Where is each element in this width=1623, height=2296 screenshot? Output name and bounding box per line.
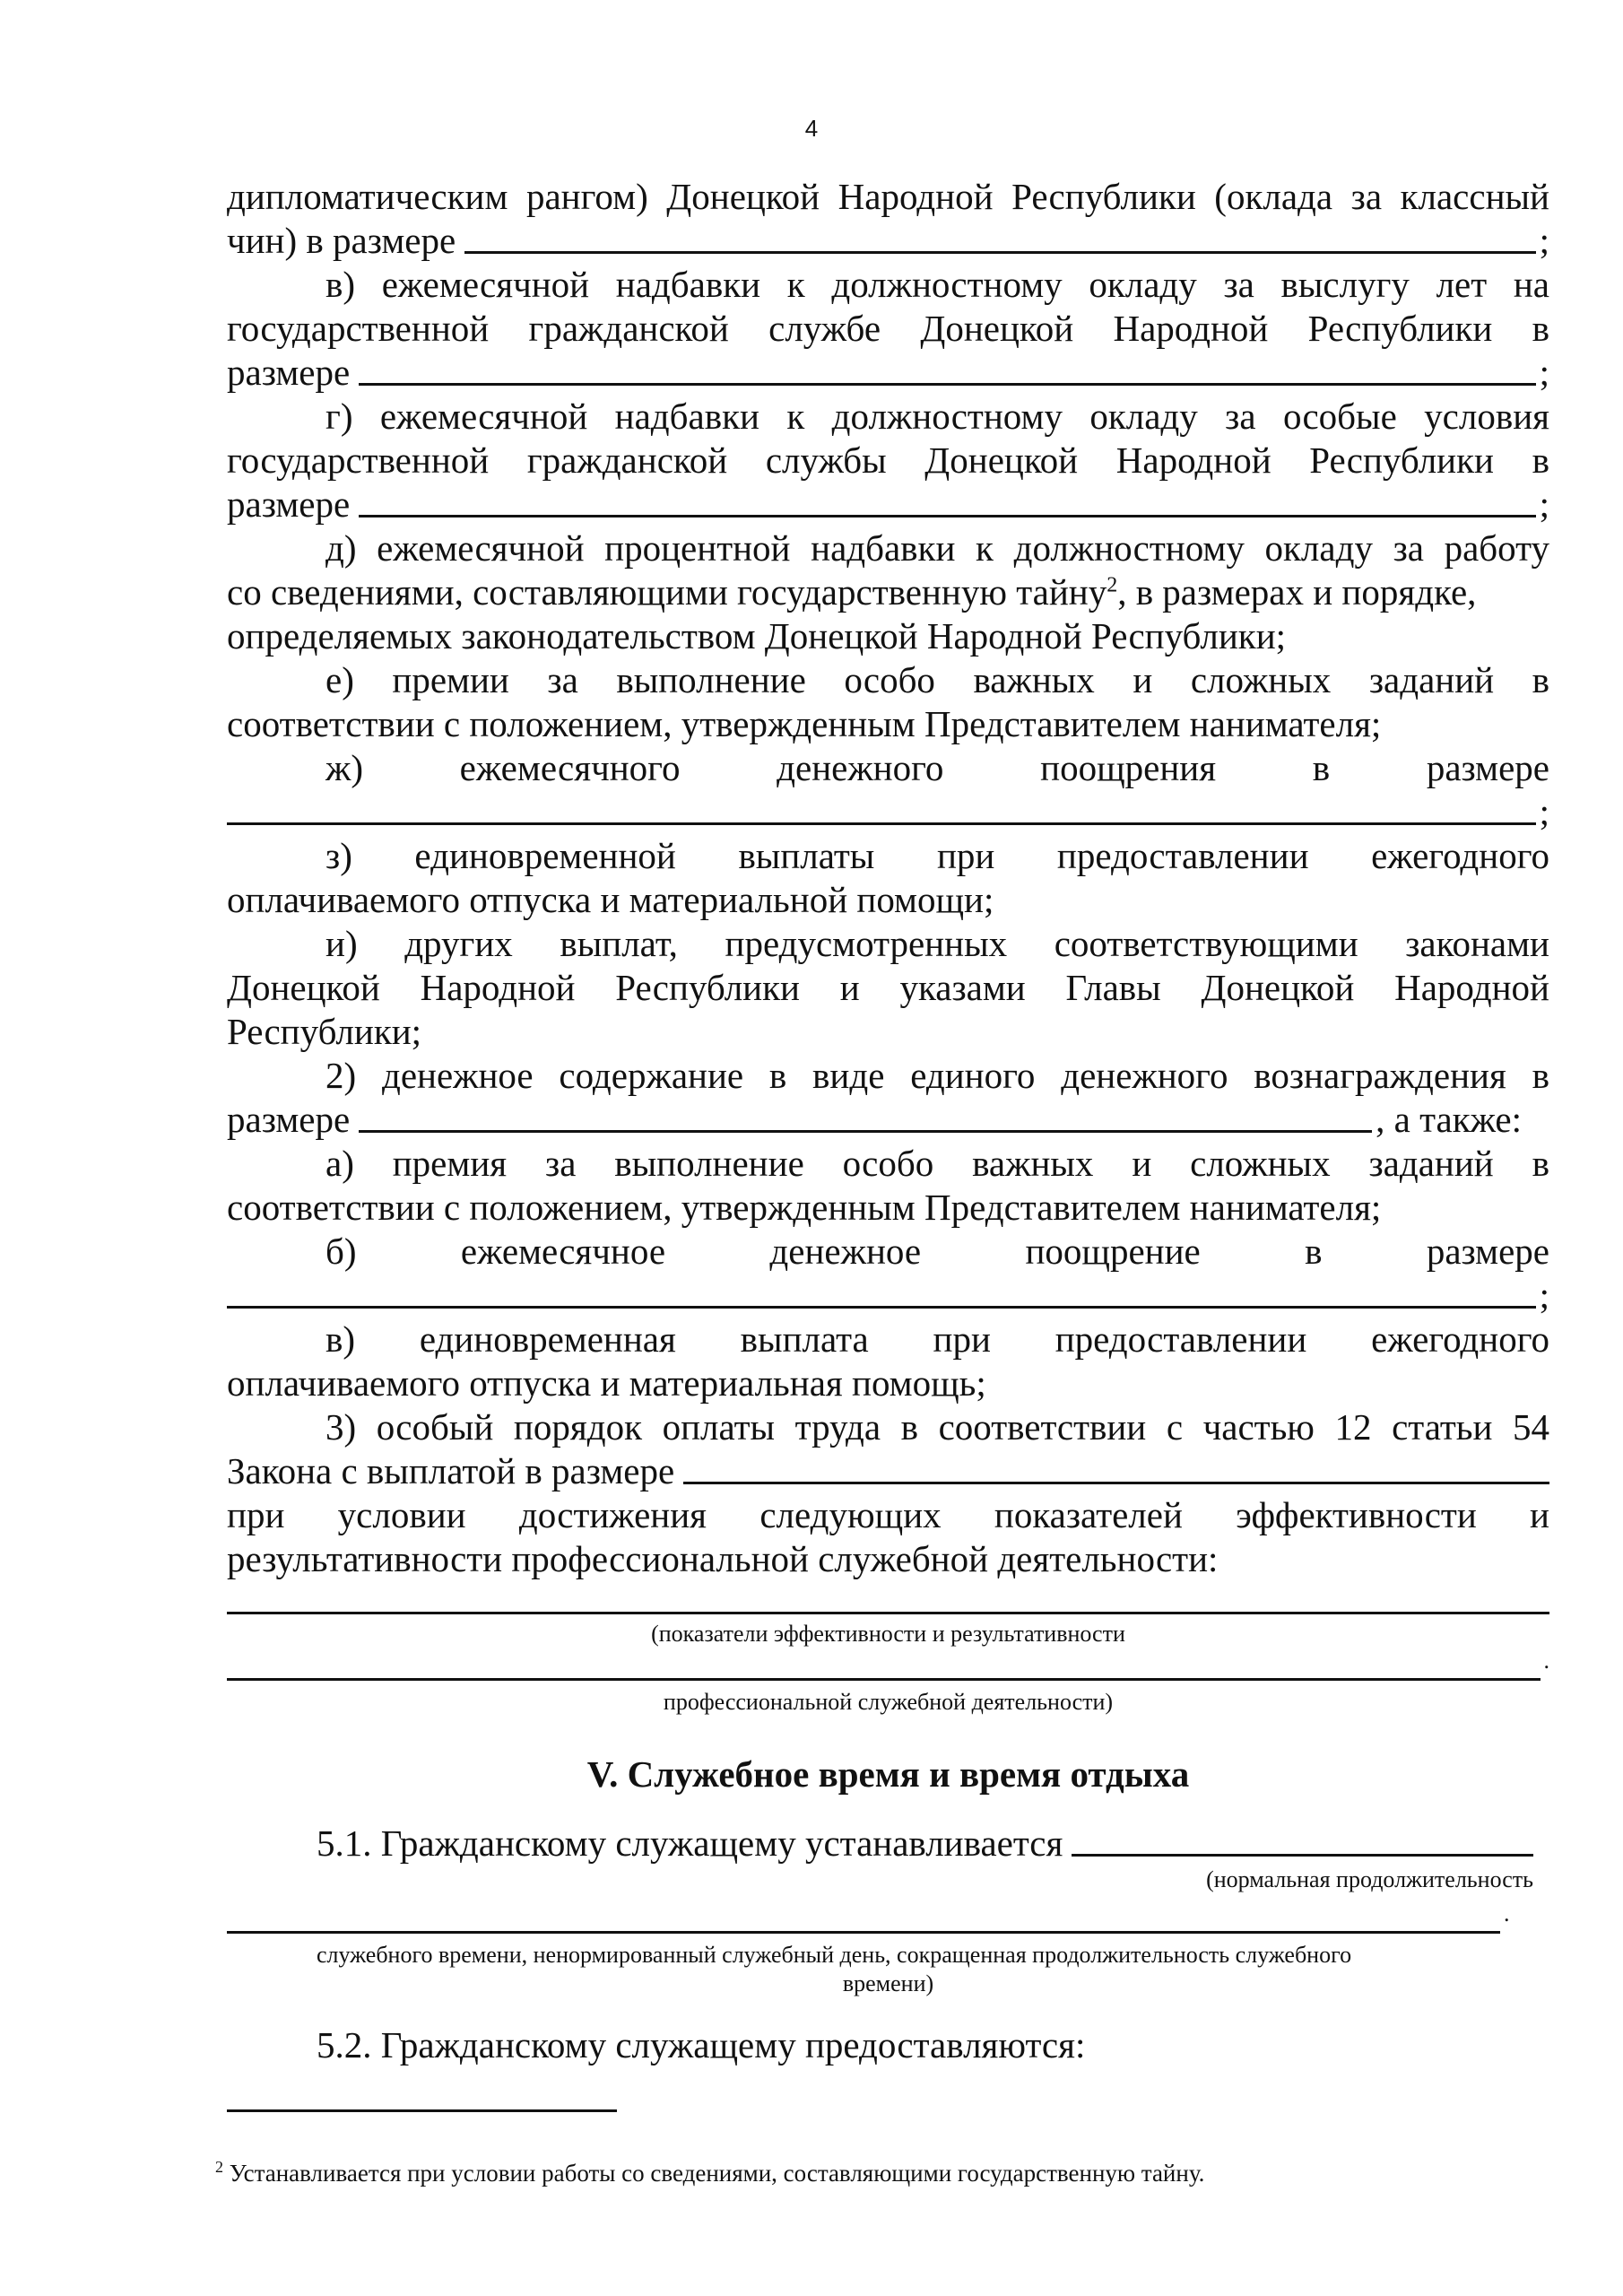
field-caption: времени) — [842, 1970, 934, 1996]
clause-5-2: 5.2. Гражданскому служащему предоставляются: — [317, 2024, 1086, 2066]
field-caption: служебного времени, ненормированный служебный день, сокращенная продолжительность служебного — [317, 1942, 1352, 1968]
blank-field[interactable] — [683, 1482, 1549, 1484]
text-line — [227, 1894, 1549, 1935]
text-line — [227, 790, 1549, 834]
text-line: и) других выплат, предусмотренных соответствующими законами — [325, 923, 1549, 964]
footnote-ref[interactable]: 2 — [1107, 573, 1118, 597]
text-line: результативности профессиональной служебной деятельности: — [227, 1538, 1219, 1579]
field-caption: профессиональной служебной деятельности) — [663, 1689, 1114, 1715]
text: со сведениями, составляющими государственную тайну — [227, 571, 1107, 613]
text-line: з) единовременной выплаты при предоставлении ежегодного — [325, 835, 1549, 876]
text: , в размерах и порядке, — [1117, 571, 1477, 613]
text-line — [227, 483, 1549, 526]
text: , а также: — [1376, 1099, 1523, 1140]
text-line: государственной гражданской службы Донецкой Народной Республики в — [227, 439, 1549, 481]
blank-field[interactable] — [227, 1678, 1541, 1681]
text-line: д) ежемесячной процентной надбавки к должностному окладу за работу — [325, 527, 1549, 569]
punct: . — [1504, 1900, 1510, 1926]
text-line — [227, 1449, 1549, 1493]
label: Закона с выплатой в размере — [227, 1450, 675, 1492]
text-line: Донецкой Народной Республики и указами Главы Донецкой Народной — [227, 967, 1549, 1008]
text-line: оплачиваемого отпуска и материальной помощи; — [227, 879, 994, 920]
blank-field[interactable] — [227, 1306, 1536, 1309]
page-number: 4 — [804, 115, 819, 142]
text-line: б) ежемесячное денежное поощрение в размере — [325, 1231, 1549, 1272]
text-line: оплачиваемого отпуска и материальная помощь; — [227, 1362, 986, 1404]
text-line — [227, 1274, 1549, 1318]
blank-field[interactable] — [464, 251, 1535, 254]
punct: ; — [1539, 352, 1549, 393]
blank-field[interactable] — [359, 515, 1535, 517]
punct: ; — [1539, 791, 1549, 832]
blank-field[interactable] — [359, 1130, 1372, 1133]
document-body — [227, 175, 1549, 2067]
section-heading: V. Служебное время и время отдыха — [586, 1753, 1190, 1795]
blank-field[interactable] — [1072, 1854, 1533, 1857]
text-line — [227, 351, 1549, 395]
field-caption: (показатели эффективности и результативности — [651, 1621, 1125, 1647]
text-line: ж) ежемесячного денежного поощрения в размере — [325, 747, 1549, 788]
punct: ; — [1539, 220, 1549, 261]
punct: . — [1543, 1648, 1549, 1674]
field-caption: (нормальная продолжительность — [1206, 1866, 1533, 1892]
text-line: дипломатическим рангом) Донецкой Народной Республики (оклада за классный — [227, 176, 1549, 217]
text-line: при условии достижения следующих показателей эффективности и — [227, 1494, 1549, 1535]
text-line — [227, 1822, 1549, 1866]
clause-5-1: 5.1. Гражданскому служащему устанавливается — [317, 1822, 1063, 1864]
footnote-text: Устанавливается при условии работы со сведениями, составляющими государственную тайну. — [223, 2160, 1205, 2187]
text-line: г) ежемесячной надбавки к должностному окладу за особые условия — [325, 396, 1549, 437]
text-line: соответствии с положением, утвержденным Представителем нанимателя; — [227, 703, 1382, 744]
text-line: определяемых законодательством Донецкой Народной Республики; — [227, 615, 1287, 657]
text-line — [227, 570, 1549, 614]
label: размере — [227, 352, 351, 393]
text-line — [227, 1098, 1549, 1142]
blank-field[interactable] — [227, 822, 1536, 825]
blank-field[interactable] — [227, 1612, 1549, 1614]
text-line: е) премии за выполнение особо важных и сложных заданий в — [325, 659, 1549, 700]
punct: ; — [1539, 1274, 1549, 1316]
text-line: в) единовременная выплата при предоставлении ежегодного — [325, 1318, 1549, 1360]
text-line: 3) особый порядок оплаты труда в соответствии с частью 12 статьи 54 — [325, 1406, 1549, 1448]
label: размере — [227, 1099, 351, 1140]
text-line: а) премия за выполнение особо важных и сложных заданий в — [325, 1143, 1549, 1184]
label: размере — [227, 483, 351, 525]
text-line — [227, 219, 1549, 263]
label: чин) в размере — [227, 220, 456, 261]
footnote-separator — [227, 2109, 617, 2112]
text-line: в) ежемесячной надбавки к должностному окладу за выслугу лет на — [325, 264, 1549, 305]
text-line — [227, 1648, 1549, 1683]
blank-field[interactable] — [359, 383, 1535, 386]
footnote-marker: 2 — [215, 2158, 223, 2176]
text-line: 2) денежное содержание в виде единого денежного вознаграждения в — [325, 1055, 1549, 1096]
text-line: Республики; — [227, 1011, 422, 1052]
text-line: государственной гражданской службе Донецкой Народной Республики в — [227, 308, 1549, 349]
text-line: соответствии с положением, утвержденным Представителем нанимателя; — [227, 1187, 1382, 1228]
punct: ; — [1539, 483, 1549, 525]
footnote — [215, 2160, 1204, 2187]
blank-field[interactable] — [227, 1931, 1500, 1934]
